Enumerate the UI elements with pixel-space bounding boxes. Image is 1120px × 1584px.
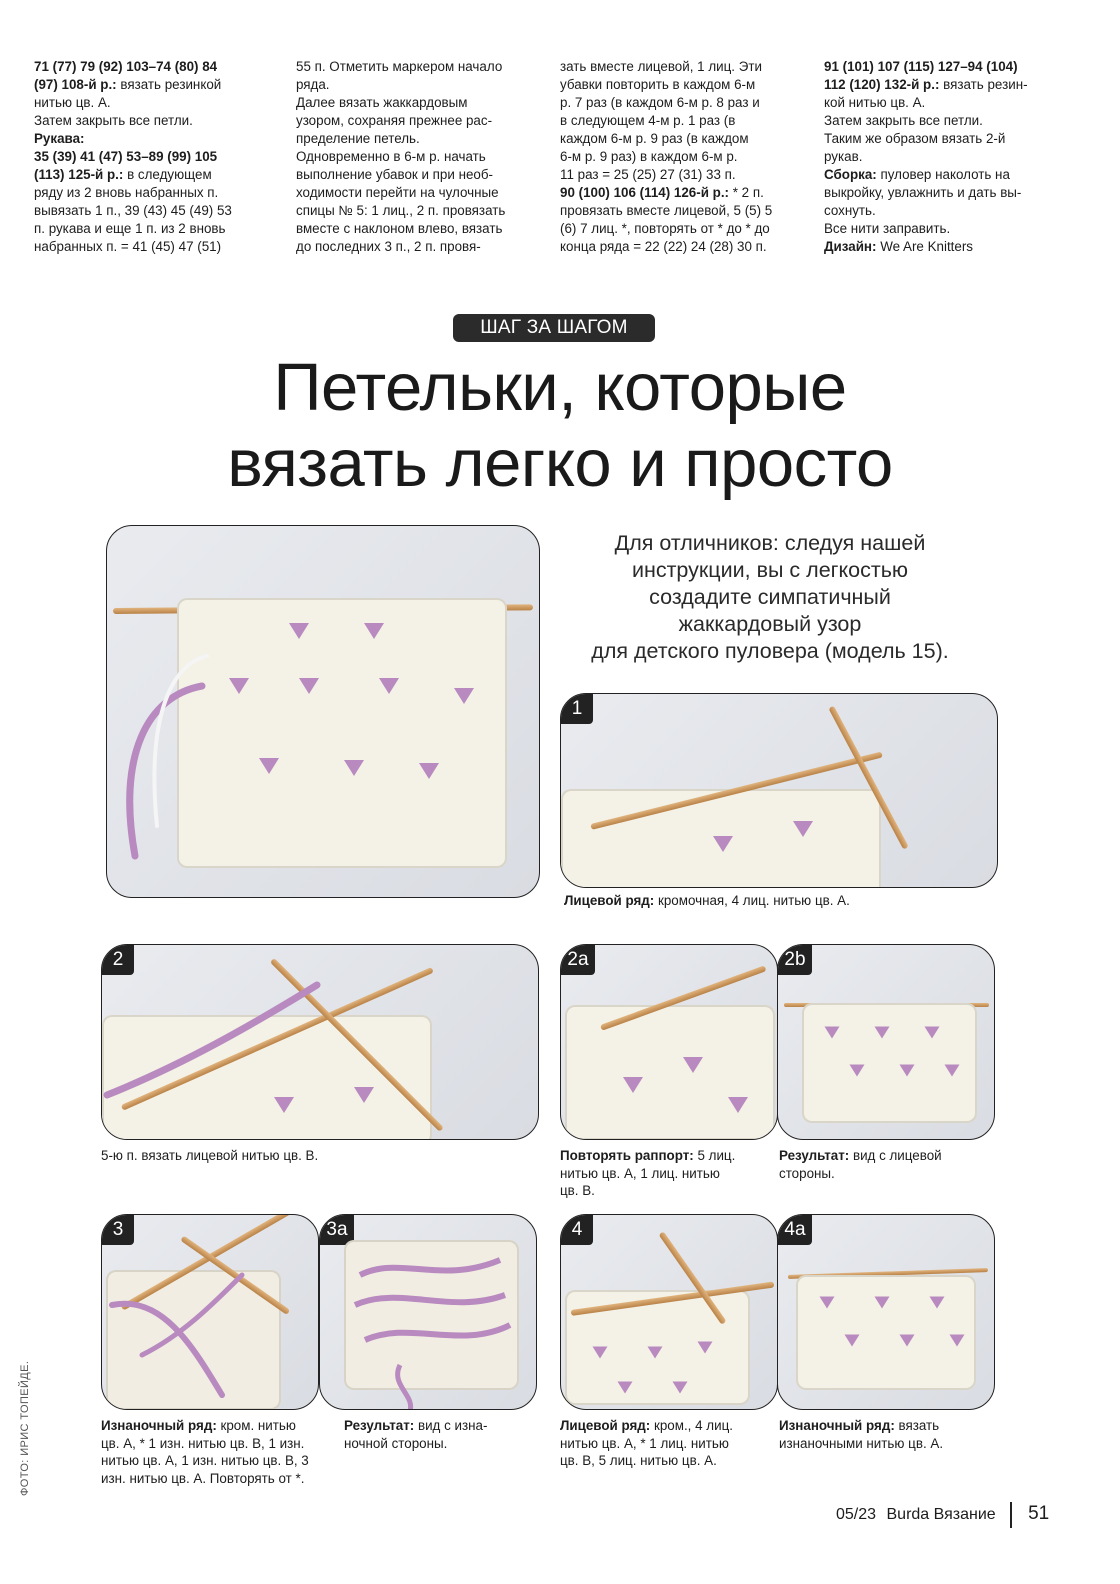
text: 55 п. Отметить маркером начало [296,59,503,74]
caption-text: нитью цв. A, * 1 лиц. нитью [560,1435,729,1451]
caption-text: стороны. [779,1165,835,1181]
lilac-stitch-motif [671,1380,689,1395]
caption-text: изн. нитью цв. A. Повторять от *. [101,1470,305,1486]
section-kicker: ШАГ ЗА ШАГОМ [453,314,655,342]
row-numbers: 112 (120) 132-й р.: [824,77,940,92]
caption-label: Изнаночный ряд: [101,1418,217,1433]
text: (6) 7 лиц. *, повторять от * до * до [560,221,770,236]
lilac-yarn-strand [102,945,539,1140]
row-numbers: 71 (77) 79 (92) 103–74 (80) 84 [34,59,218,74]
caption-label: Лицевой ряд: [560,1418,651,1433]
step-2b-caption [779,1147,994,1182]
lilac-floats-pattern [320,1215,537,1410]
text: в следующем 4-м р. 1 раз (в [560,113,736,128]
intro-line: создадите симпатичный [649,585,891,609]
lilac-stitch-motif [791,819,815,839]
lilac-stitch-motif [823,1025,841,1040]
step-3-caption [101,1417,336,1487]
text: рукав. [824,149,863,164]
step-3-photo [101,1214,319,1410]
step-badge: 2 [102,945,134,975]
step-badge: 1 [561,694,593,724]
text: п. рукава и еще 1 п. из 2 вновь [34,221,226,236]
intro-line: для детского пуловера (модель 15). [591,639,949,663]
text: Затем закрыть все петли. [824,113,983,128]
text-column-3 [560,58,810,256]
row-numbers: 90 (100) 106 (114) 126-й р.: [560,185,730,200]
caption-text: кромочная, 4 лиц. нитью цв. A. [654,893,850,908]
lilac-stitch-motif [257,756,281,776]
caption-text: изнаночными нитью цв. A. [779,1435,944,1451]
lilac-stitch-motif [898,1063,916,1078]
text: кой нитью цв. A. [824,95,926,110]
lilac-stitch-motif [818,1295,836,1310]
step-1-photo [560,693,998,888]
step-3a-photo [319,1214,537,1410]
photo-credit-text: ФОТО: ИРИС ТОПЕЙДЕ. [19,1360,31,1496]
text: провязать вместе лицевой, 5 (5) 5 [560,203,773,218]
page-title-line-2: вязать легко и просто [227,426,893,501]
designer-name: We Are Knitters [876,239,973,254]
step-2-photo [101,944,539,1140]
lilac-stitch-motif [898,1333,916,1348]
lilac-stitch-motif [943,1063,961,1078]
text: ходимости перейти на чулочные [296,185,499,200]
text: набранных п. = 41 (45) 47 (51) [34,239,222,254]
step-2a-caption [560,1147,775,1200]
text: р. 7 раз (в каждом 6-м р. 8 раз и [560,95,760,110]
text: вместе с наклоном влево, вязать [296,221,503,236]
step-badge: 4 [561,1215,593,1245]
text: пуловер наколоть на [876,167,1010,182]
lilac-yarn-strand [107,526,540,898]
text: * 2 п. [729,185,764,200]
text: зать вместе лицевой, 1 лиц. Эти [560,59,762,74]
text: каждом 6-м р. 9 раз (в каждом [560,131,749,146]
text: спицы № 5: 1 лиц., 2 п. провязать [296,203,506,218]
step-badge: 3 [102,1215,134,1245]
text: убавки повторить в каждом 6-м [560,77,756,92]
lilac-stitch-motif [591,1345,609,1360]
lilac-stitch-motif [272,1095,296,1115]
caption-text: кром., 4 лиц. [650,1418,733,1433]
step-badge: 2a [561,945,595,975]
lilac-stitch-motif [287,621,311,641]
lilac-stitch-motif [696,1340,714,1355]
caption-label: Результат: [344,1418,415,1433]
text-column-4 [824,58,1084,256]
intro-line: жаккардовый узор [678,612,862,636]
text: узором, сохраняя прежнее рас- [296,113,493,128]
section-heading-assembly: Сборка: [824,167,877,182]
text: Одновременно в 6-м р. начать [296,149,486,164]
text: выкройку, увлажнить и дать вы- [824,185,1022,200]
text: вывязать 1 п., 39 (43) 45 (49) 53 [34,203,232,218]
lilac-stitch-motif [681,1055,705,1075]
lilac-stitch-motif [616,1380,634,1395]
caption-label: Повторять раппорт: [560,1148,694,1163]
intro-line: Для отличников: следуя нашей [614,531,926,555]
caption-text: цв. A, * 1 изн. нитью цв. B, 1 изн. [101,1435,305,1451]
caption-label: Лицевой ряд: [564,893,655,908]
row-numbers: 35 (39) 41 (47) 53–89 (99) 105 [34,149,218,164]
text: Далее вязать жаккардовым [296,95,468,110]
intro-line: инструкции, вы с легкостью [631,558,909,582]
row-numbers: (113) 125-й р.: [34,167,124,182]
lilac-stitch-motif [928,1295,946,1310]
text: ряду из 2 вновь набранных п. [34,185,219,200]
section-heading-sleeves: Рукава: [34,131,85,146]
section-heading-design: Дизайн: [824,239,877,254]
caption-text: нитью цв. A, 1 лиц. нитью [560,1165,720,1181]
text: пределение петель. [296,131,420,146]
text: ряда. [296,77,330,92]
page-title [0,350,1120,502]
text: 11 раз = 25 (25) 27 (31) 33 п. [560,167,736,182]
knitted-swatch [565,1005,775,1140]
text: нитью цв. A. [34,95,111,110]
text: сохнуть. [824,203,876,218]
caption-text: вид с изна- [414,1418,488,1433]
text-column-1 [34,58,284,256]
caption-text: цв. B, 5 лиц. нитью цв. A. [560,1453,717,1468]
step-4a-photo [777,1214,995,1410]
page-title-line-1: Петельки, которые [273,350,847,425]
page-number: 51 [1028,1503,1050,1525]
lilac-stitch-motif [342,758,366,778]
text: Таким же образом вязать 2-й [824,131,1006,146]
text: конца ряда = 22 (22) 24 (28) 30 п. [560,239,767,254]
text: до последних 3 п., 2 п. провя- [296,239,481,254]
lilac-stitch-motif [873,1295,891,1310]
main-swatch-photo [106,525,540,898]
caption-text: нитью цв. A, 1 изн. нитью цв. B, 3 [101,1453,309,1468]
text: выполнение убавок и при необ- [296,167,494,182]
step-badge: 3a [320,1215,354,1245]
row-numbers: (97) 108-й р.: [34,77,117,92]
lilac-stitch-motif [848,1063,866,1078]
step-4-photo [560,1214,778,1410]
lilac-yarn-strand [102,1215,319,1410]
text: Все нити заправить. [824,221,951,236]
lilac-stitch-motif [726,1095,750,1115]
lilac-stitch-motif [352,1085,376,1105]
text: в следующем [123,167,212,182]
caption-text: ночной стороны. [344,1435,448,1451]
caption-text: вязать [894,1418,940,1433]
text: вязать резинкой [116,77,222,92]
step-2a-photo [560,944,778,1140]
caption-text: кром. нитью [216,1418,296,1433]
lilac-stitch-motif [873,1025,891,1040]
step-badge: 2b [778,945,812,975]
text-column-2 [296,58,546,256]
footer-divider [1010,1502,1012,1528]
lilac-stitch-motif [452,686,476,706]
caption-label: Результат: [779,1148,850,1163]
caption-text: цв. B. [560,1183,595,1198]
step-2b-photo [777,944,995,1140]
caption-text: вид с лицевой [849,1148,942,1163]
lilac-stitch-motif [362,621,386,641]
lilac-stitch-motif [923,1025,941,1040]
lilac-stitch-motif [948,1333,966,1348]
lilac-stitch-motif [377,676,401,696]
magazine-name: Burda Вязание [886,1506,996,1524]
step-3a-caption [344,1417,544,1452]
text: Затем закрыть все петли. [34,113,193,128]
row-numbers: 91 (101) 107 (115) 127–94 (104) [824,59,1018,74]
step-4a-caption [779,1417,994,1452]
page-footer [836,1502,1049,1528]
text: вязать резин- [939,77,1028,92]
step-2-caption: 5-ю п. вязать лицевой нитью цв. B. [101,1148,319,1163]
intro-text [545,530,995,665]
lilac-stitch-motif [621,1075,645,1095]
lilac-stitch-motif [711,834,735,854]
lilac-stitch-motif [297,676,321,696]
lilac-stitch-motif [227,676,251,696]
issue-number: 05/23 [836,1506,877,1524]
step-4-caption [560,1417,775,1470]
photo-credit [19,1346,33,1496]
caption-label: Изнаночный ряд: [779,1418,895,1433]
step-1-caption [564,892,984,910]
lilac-stitch-motif [417,761,441,781]
step-badge: 4a [778,1215,812,1245]
lilac-stitch-motif [646,1345,664,1360]
lilac-stitch-motif [843,1333,861,1348]
caption-text: 5 лиц. [693,1148,736,1163]
text: 6-м р. 9 раз) в каждом 6-м р. [560,149,738,164]
